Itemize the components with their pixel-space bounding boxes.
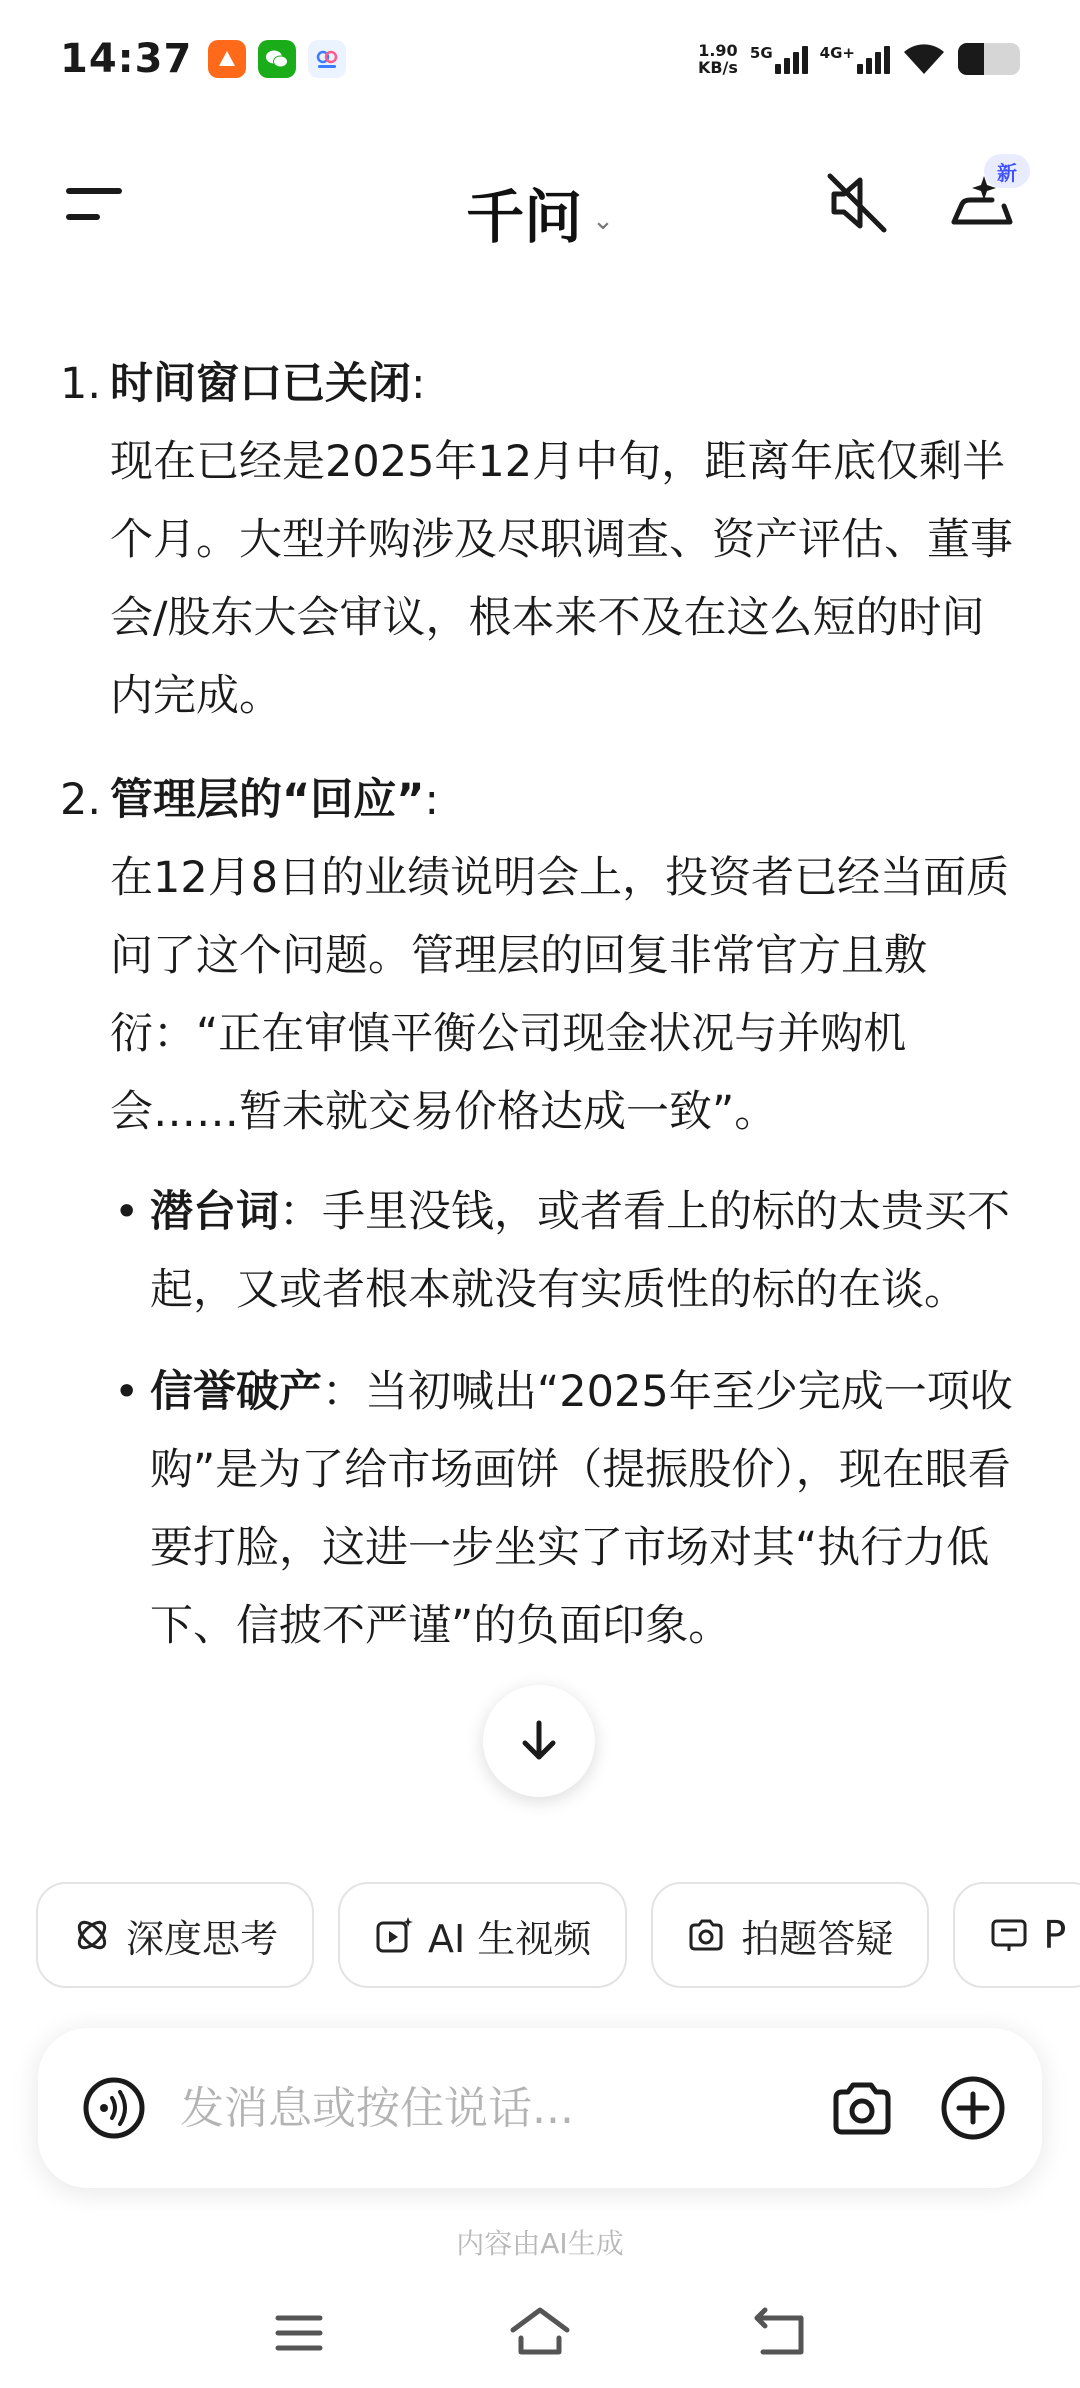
presentation-icon: [989, 1915, 1029, 1955]
orange-app-icon: [208, 40, 246, 78]
recent-apps-icon[interactable]: [266, 2300, 332, 2366]
chevron-down-icon: ⌄: [592, 205, 614, 236]
list-item: [60, 761, 1020, 1665]
net-speed-value: 1.90: [698, 41, 738, 60]
page-title: 千问: [466, 183, 583, 251]
message-composer: [38, 2028, 1042, 2188]
item-text: 现在已经是2025年12月中旬，距离年底仅剩半个月。大型并购涉及尽职调查、资产评估、董事会/股东大会审议，根本来不及在这么短的时间内完成。: [110, 437, 1013, 721]
item-title: 管理层的“回应”: [110, 775, 425, 825]
new-badge: 新: [984, 154, 1030, 188]
blue-app-icon: [308, 40, 346, 78]
bullet-label: 信誉破产: [150, 1367, 322, 1417]
item-colon: :: [424, 775, 440, 825]
chip-photo-question[interactable]: [651, 1882, 929, 1988]
mute-button[interactable]: [822, 168, 892, 238]
ai-disclaimer: 内容由AI生成: [456, 2227, 624, 2260]
back-icon[interactable]: [747, 2300, 813, 2366]
signal-4g: [820, 44, 890, 74]
bullet-item: [110, 1173, 1020, 1329]
status-time: 14:37: [60, 36, 193, 82]
camera-icon[interactable]: [830, 2076, 894, 2140]
item-text: 在12月8日的业绩说明会上，投资者已经当面质问了这个问题。管理层的回复非常官方且敷衍：“正在审慎平衡公司现金状况与并购机会……暂未就交易价格达成一致”。: [110, 853, 1010, 1137]
signal-4g-label: 4G+: [819, 44, 855, 62]
item-title: 时间窗口已关闭: [110, 359, 411, 409]
bullet-dot: •: [114, 1367, 140, 1417]
model-switcher[interactable]: [0, 170, 1080, 254]
chip-deep-think[interactable]: [36, 1882, 314, 1988]
scroll-to-bottom-button[interactable]: [483, 1685, 595, 1797]
list-item: [60, 345, 1020, 735]
home-icon[interactable]: [507, 2300, 573, 2366]
signal-5g: [750, 44, 808, 74]
wechat-icon: [258, 40, 296, 78]
deep-think-icon: [72, 1915, 112, 1955]
message-input[interactable]: [180, 2083, 830, 2134]
chip-label: 深度思考: [126, 1916, 279, 1961]
wifi-icon: [902, 42, 946, 76]
photo-question-icon: [687, 1915, 727, 1955]
add-icon[interactable]: [940, 2075, 1006, 2141]
net-speed-unit: KB/s: [697, 58, 738, 77]
signal-bars-icon: [857, 44, 890, 74]
quick-action-chips: [36, 1882, 1080, 1990]
chip-label: 拍题答疑: [741, 1916, 894, 1961]
new-chat-button[interactable]: [944, 160, 1024, 240]
status-app-icons: [208, 40, 346, 78]
status-bar: [0, 0, 1080, 118]
battery-icon: [958, 43, 1020, 75]
bullet-label: 潜台词: [150, 1187, 279, 1237]
status-indicators: [698, 42, 1020, 76]
bullet-text: ：当初喊出“2025年至少完成一项收购”是为了给市场画饼（提振股价），现在眼看要打脸，这进一步坐实了市场对其“执行力低下、信披不严谨”的负面印象。: [150, 1367, 1013, 1651]
net-speed: [698, 42, 738, 76]
bullet-item: [110, 1353, 1020, 1665]
video-gen-icon: [374, 1915, 414, 1955]
chip-presentation[interactable]: [953, 1882, 1080, 1988]
list-number: 2.: [60, 775, 102, 825]
bullet-dot: •: [114, 1187, 140, 1237]
chip-ai-video[interactable]: [338, 1882, 627, 1988]
list-number: 1.: [60, 359, 102, 409]
system-nav-bar: [0, 2280, 1080, 2388]
arrow-down-icon: [515, 1717, 563, 1765]
voice-input-icon[interactable]: [82, 2076, 146, 2140]
signal-5g-label: 5G: [749, 44, 773, 62]
signal-bars-icon: [775, 44, 808, 74]
app-header: [0, 140, 1080, 270]
assistant-message: [60, 345, 1020, 1665]
bullet-text: ：手里没钱，或者看上的标的太贵买不起，又或者根本就没有实质性的标的在谈。: [150, 1187, 1010, 1315]
chip-label: AI 生视频: [428, 1916, 592, 1961]
speaker-muted-icon: [822, 168, 892, 238]
chip-label: P: [1043, 1913, 1067, 1957]
item-colon: :: [411, 359, 426, 409]
